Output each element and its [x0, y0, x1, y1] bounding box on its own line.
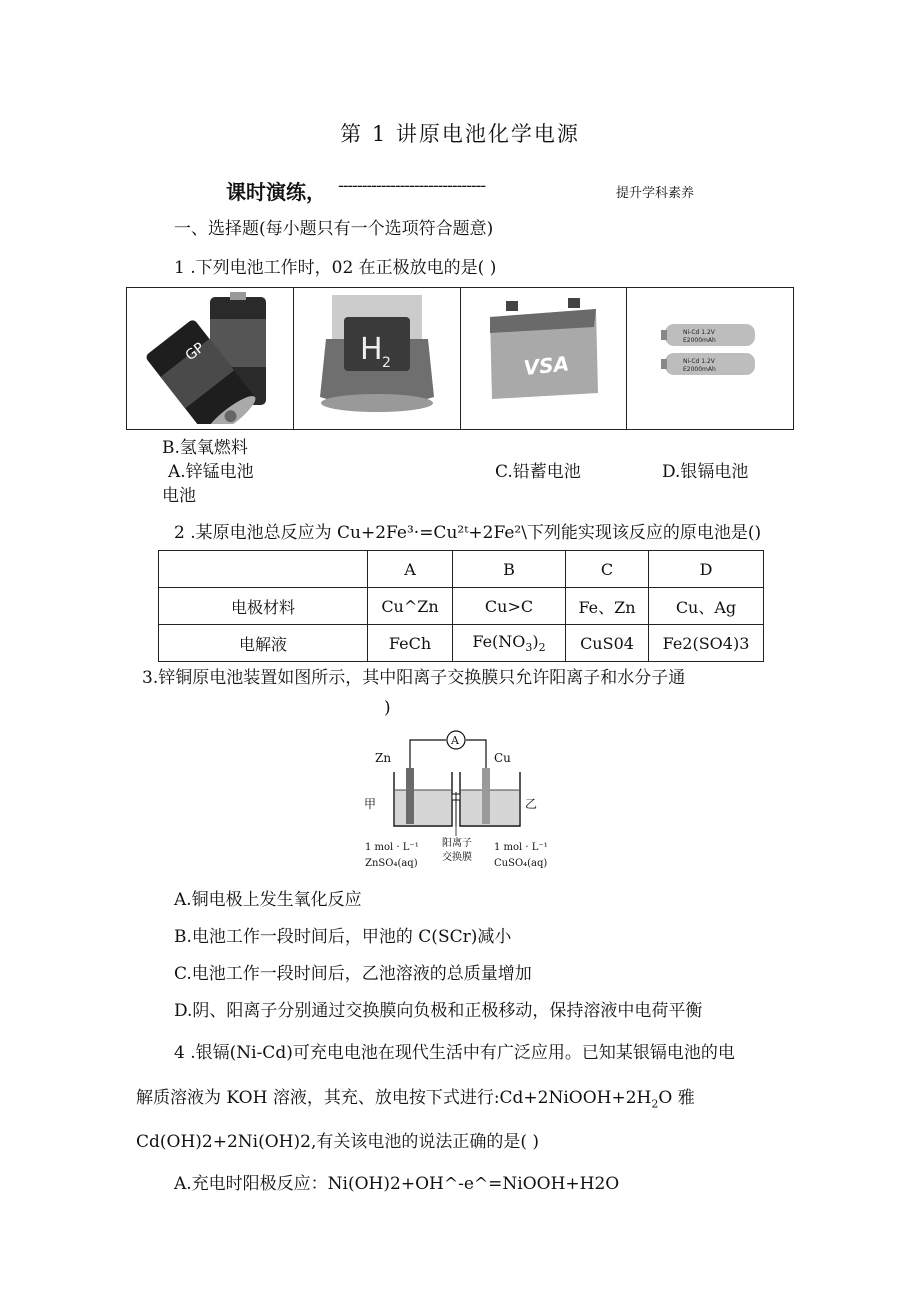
cell-sub: 3	[525, 641, 533, 655]
lead-acid-battery-image	[460, 288, 627, 430]
table-cell: Cu、Ag	[649, 588, 764, 625]
q4-line-2-pre: 解质溶液为 KOH 溶液，其充、放电按下式进行:Cd+2NiOOH+2H	[136, 1088, 652, 1108]
right-cell-label: 乙	[525, 797, 538, 811]
fuel-cell-h: H	[359, 332, 383, 367]
zinc-manganese-battery-image	[127, 288, 294, 430]
section-label: 课时演练，	[226, 180, 326, 204]
q4-option-a: A.充电时阳极反应：Ni(OH)2+OH^-e^=NiOOH+H2O	[174, 1174, 620, 1194]
q4-line-2-post: O 雅	[658, 1088, 695, 1108]
q4-line-2	[136, 1083, 695, 1110]
nicd-label-2: Ni-Cd 1.2V	[683, 358, 715, 365]
cu-label: Cu	[494, 751, 511, 765]
section-divider: -------------------------------	[338, 176, 486, 196]
q1-option-c: C.铅蓄电池	[495, 462, 581, 482]
right-soln: CuSO₄(aq)	[494, 858, 548, 869]
table-cell: Cu>C	[453, 588, 566, 625]
nicd-label-1: Ni-Cd 1.2V	[683, 329, 715, 336]
cell-sub: 2	[538, 641, 546, 655]
q1-stem: 1 .下列电池工作时，02 在正极放电的是( )	[174, 258, 497, 278]
q3-stem-cont: )	[384, 698, 391, 718]
q2-stem: 2 .某原电池总反应为 Cu+2Fe³·=Cu²ᵗ+2Fe²\下列能实现该反应的原电池是()	[174, 523, 762, 543]
table-cell: C	[566, 551, 649, 588]
table-cell: Cu^Zn	[368, 588, 453, 625]
left-soln: ZnSO₄(aq)	[365, 858, 418, 869]
q1-option-b: B.氢氧燃料	[162, 438, 248, 458]
table-cell: B	[453, 551, 566, 588]
table-row	[159, 625, 764, 662]
q4-line-1: 4 .银镉(Ni-Cd)可充电电池在现代生活中有广泛应用。已知某银镉电池的电	[174, 1043, 735, 1063]
page-title: 第 1 讲原电池化学电源	[340, 122, 580, 146]
table-cell	[159, 551, 368, 588]
cell-text: Fe(NO	[472, 631, 526, 651]
q1-option-b-cont: 电池	[162, 486, 196, 506]
q1-option-a: A.锌锰电池	[168, 462, 254, 482]
table-cell: 电解液	[159, 625, 368, 662]
table-cell: FeCh	[368, 625, 453, 662]
lead-battery-brand: VSA	[522, 351, 571, 380]
q1-image-table	[126, 287, 794, 430]
membrane-label-1: 阳离子	[442, 838, 472, 849]
table-cell: CuS04	[566, 625, 649, 662]
galvanic-cell-diagram	[362, 728, 562, 876]
table-cell: Fe、Zn	[566, 588, 649, 625]
q3-option-c: C.电池工作一段时间后，乙池溶液的总质量增加	[174, 964, 532, 984]
table-cell: A	[368, 551, 453, 588]
q3-option-d: D.阴、阳离子分别通过交换膜向负极和正极移动，保持溶液中电荷平衡	[174, 1001, 703, 1021]
membrane-label-2: 交换膜	[442, 852, 472, 863]
right-conc: 1 mol · L⁻¹	[494, 842, 548, 853]
nickel-cadmium-battery-image	[627, 288, 794, 430]
table-cell: D	[649, 551, 764, 588]
q2-table	[158, 550, 764, 662]
nicd-cap-1: E2000mAh	[683, 337, 716, 344]
table-row	[159, 551, 764, 588]
q4-line-2-sub: 2	[651, 1097, 659, 1111]
part-heading: 一、选择题(每小题只有一个选项符合题意)	[174, 219, 494, 239]
cell-text: )	[532, 631, 539, 651]
left-conc: 1 mol · L⁻¹	[365, 842, 419, 853]
q4-line-3: Cd(OH)2+2Ni(OH)2,有关该电池的说法正确的是( )	[136, 1132, 540, 1152]
table-cell: Fe2(SO4)3	[649, 625, 764, 662]
table-cell	[453, 625, 566, 662]
fuel-cell-h-sub: 2	[381, 355, 391, 371]
left-cell-label: 甲	[364, 797, 377, 811]
table-row	[159, 588, 764, 625]
section-subtitle: 提升学科素养	[616, 186, 695, 201]
q3-stem: 3.锌铜原电池装置如图所示，其中阳离子交换膜只允许阳离子和水分子通	[142, 668, 686, 688]
svg-text:GP: GP	[182, 339, 208, 365]
nicd-cap-2: E2000mAh	[683, 366, 716, 373]
ammeter-label: A	[451, 734, 459, 747]
hydrogen-fuel-cell-image	[293, 288, 460, 430]
zn-label: Zn	[375, 751, 392, 765]
q1-option-d: D.银镉电池	[662, 462, 749, 482]
q3-option-a: A.铜电极上发生氧化反应	[174, 890, 362, 910]
table-cell: 电极材料	[159, 588, 368, 625]
q3-option-b: B.电池工作一段时间后，甲池的 C(SCr)减小	[174, 927, 512, 947]
